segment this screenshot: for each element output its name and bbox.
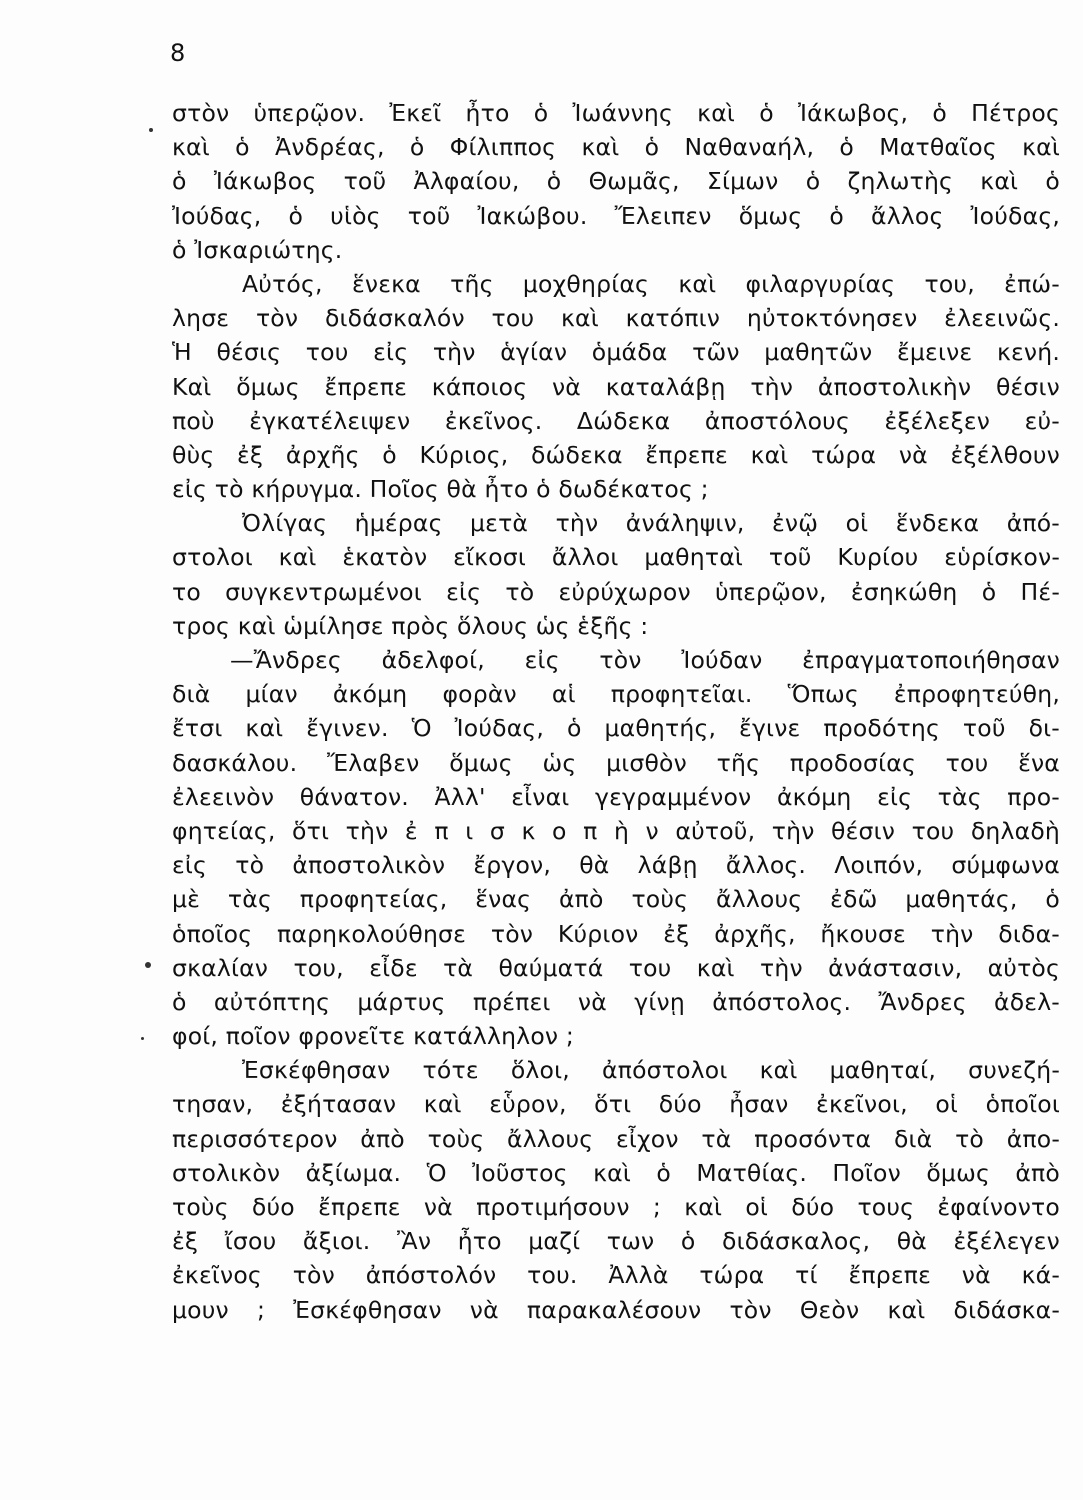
text-line: ὁ Ἰσκαριώτης. bbox=[172, 235, 343, 264]
text-line: καὶ ὁ Ἀνδρέας, ὁ Φίλιππος καὶ ὁ Ναθαναήλ, ὁ Ματθαῖος καὶ bbox=[172, 133, 1060, 162]
text-line: ὁ αὐτόπτης μάρτυς πρέπει νὰ γίνῃ ἀπόστολος. Ἄνδρες ἀδελ- bbox=[172, 987, 1060, 1016]
text-line: στολικὸν ἀξίωμα. Ὁ Ἰοῦστος καὶ ὁ Ματθίας. Ποῖον ὅμως ἀπὸ bbox=[172, 1158, 1060, 1187]
text-line: τησαν, ἐξήτασαν καὶ εὗρον, ὅτι δύο ἦσαν ἐκεῖνοι, οἱ ὁποῖοι bbox=[172, 1090, 1060, 1119]
text-line: το συγκεντρωμένοι εἰς τὸ εὐρύχωρον ὑπερῷον, ἐσηκώθη ὁ Πέ- bbox=[172, 577, 1060, 606]
text-line: μουν ; Ἐσκέφθησαν νὰ παρακαλέσουν τὸν Θεὸν καὶ διδάσκα- bbox=[172, 1295, 1060, 1324]
text-line: ὁ Ἰάκωβος τοῦ Ἀλφαίου, ὁ Θωμᾶς, Σίμων ὁ ζηλωτὴς καὶ ὁ bbox=[172, 167, 1060, 196]
text-line: ποὺ ἐγκατέλειψεν ἐκεῖνος. Δώδεκα ἀποστόλους ἐξέλεξεν εὐ- bbox=[172, 406, 1060, 435]
text-line: Ἐσκέφθησαν τότε ὅλοι, ἀπόστολοι καὶ μαθηταί, συνεζή- bbox=[242, 1056, 1060, 1085]
text-line: μὲ τὰς προφητείας, ἕνας ἀπὸ τοὺς ἄλλους ἐδῶ μαθητάς, ὁ bbox=[172, 885, 1060, 914]
text-line: σκαλίαν του, εἶδε τὰ θαύματά του καὶ τὴν ἀνάστασιν, αὐτὸς bbox=[172, 953, 1060, 982]
body-text bbox=[172, 96, 1060, 1327]
text-line: ἐλεεινὸν θάνατον. Ἀλλ' εἶναι γεγραμμένον ἀκόμη εἰς τὰς προ- bbox=[172, 782, 1060, 811]
text-line: λησε τὸν διδάσκαλόν του καὶ κατόπιν ηὐτοκτόνησεν ἐλεεινῶς. bbox=[172, 304, 1060, 333]
text-line: Αὐτός, ἕνεκα τῆς μοχθηρίας καὶ φιλαργυρίας του, ἐπώ- bbox=[242, 269, 1060, 298]
text-line: δασκάλου. Ἔλαβεν ὅμως ὡς μισθὸν τῆς προδοσίας του ἕνα bbox=[172, 748, 1060, 777]
text-line: εἰς τὸ κήρυγμα. Ποῖος θὰ ἦτο ὁ δωδέκατος ; bbox=[172, 475, 709, 504]
text-line: Καὶ ὅμως ἔπρεπε κάποιος νὰ καταλάβῃ τὴν ἀποστολικὴν θέσιν bbox=[172, 372, 1060, 401]
text-line: φοί, ποῖον φρονεῖτε κατάλληλον ; bbox=[172, 1022, 575, 1051]
text-line: ὁποῖος παρηκολούθησε τὸν Κύριον ἐξ ἀρχῆς, ἤκουσε τὴν διδα- bbox=[172, 919, 1060, 948]
text-line: Ἰούδας, ὁ υἱὸς τοῦ Ἰακώβου. Ἔλειπεν ὅμως ὁ ἄλλος Ἰούδας, bbox=[172, 201, 1060, 230]
text-line: ἐκεῖνος τὸν ἀπόστολόν του. Ἀλλὰ τώρα τί ἔπρεπε νὰ κά- bbox=[172, 1261, 1060, 1290]
text-line: φητείας, ὅτι τὴν ἐ π ι σ κ ο π ὴ ν αὐτοῦ, τὴν θέσιν του δηλαδὴ bbox=[172, 816, 1060, 845]
text-line: στὸν ὑπερῷον. Ἐκεῖ ἦτο ὁ Ἰωάννης καὶ ὁ Ἰάκωβος, ὁ Πέτρος bbox=[172, 99, 1060, 127]
text-line: Ὀλίγας ἡμέρας μετὰ τὴν ἀνάληψιν, ἐνῷ οἱ ἕνδεκα ἀπό- bbox=[242, 509, 1060, 538]
text-line: τοὺς δύο ἔπρεπε νὰ προτιμήσουν ; καὶ οἱ δύο τους ἐφαίνοντο bbox=[172, 1193, 1060, 1221]
margin-speck bbox=[141, 1037, 144, 1040]
text-line: εἰς τὸ ἀποστολικὸν ἔργον, θὰ λάβῃ ἄλλος. Λοιπόν, σύμφωνα bbox=[172, 851, 1060, 880]
text-line: ἐξ ἴσου ἄξιοι. Ἂν ἦτο μαζί των ὁ διδάσκαλος, θὰ ἐξέλεγεν bbox=[172, 1227, 1060, 1256]
margin-dot bbox=[145, 962, 151, 968]
text-line: θὺς ἐξ ἀρχῆς ὁ Κύριος, δώδεκα ἔπρεπε καὶ τώρα νὰ ἐξέλθουν bbox=[172, 440, 1060, 469]
text-line: διὰ μίαν ἀκόμη φορὰν αἱ προφητεῖαι. Ὅπως ἐπροφητεύθη, bbox=[172, 680, 1060, 709]
text-line: Ἡ θέσις του εἰς τὴν ἁγίαν ὁμάδα τῶν μαθητῶν ἔμεινε κενή. bbox=[172, 338, 1060, 367]
text-line: ἔτσι καὶ ἔγινεν. Ὁ Ἰούδας, ὁ μαθητής, ἔγινε προδότης τοῦ δι- bbox=[172, 714, 1060, 743]
text-line: περισσότερον ἀπὸ τοὺς ἄλλους εἶχον τὰ προσόντα διὰ τὸ ἀπο- bbox=[172, 1124, 1060, 1153]
text-line: τρος καὶ ὡμίλησε πρὸς ὅλους ὡς ἑξῆς : bbox=[172, 611, 649, 640]
text-line: —Ἄνδρες ἀδελφοί, εἰς τὸν Ἰούδαν ἐπραγματοποιήθησαν bbox=[230, 646, 1060, 674]
margin-speck bbox=[149, 128, 153, 132]
page-number: 8 bbox=[170, 39, 186, 67]
text-line: στολοι καὶ ἑκατὸν εἴκοσι ἄλλοι μαθηταὶ τοῦ Κυρίου εὑρίσκον- bbox=[172, 543, 1060, 572]
